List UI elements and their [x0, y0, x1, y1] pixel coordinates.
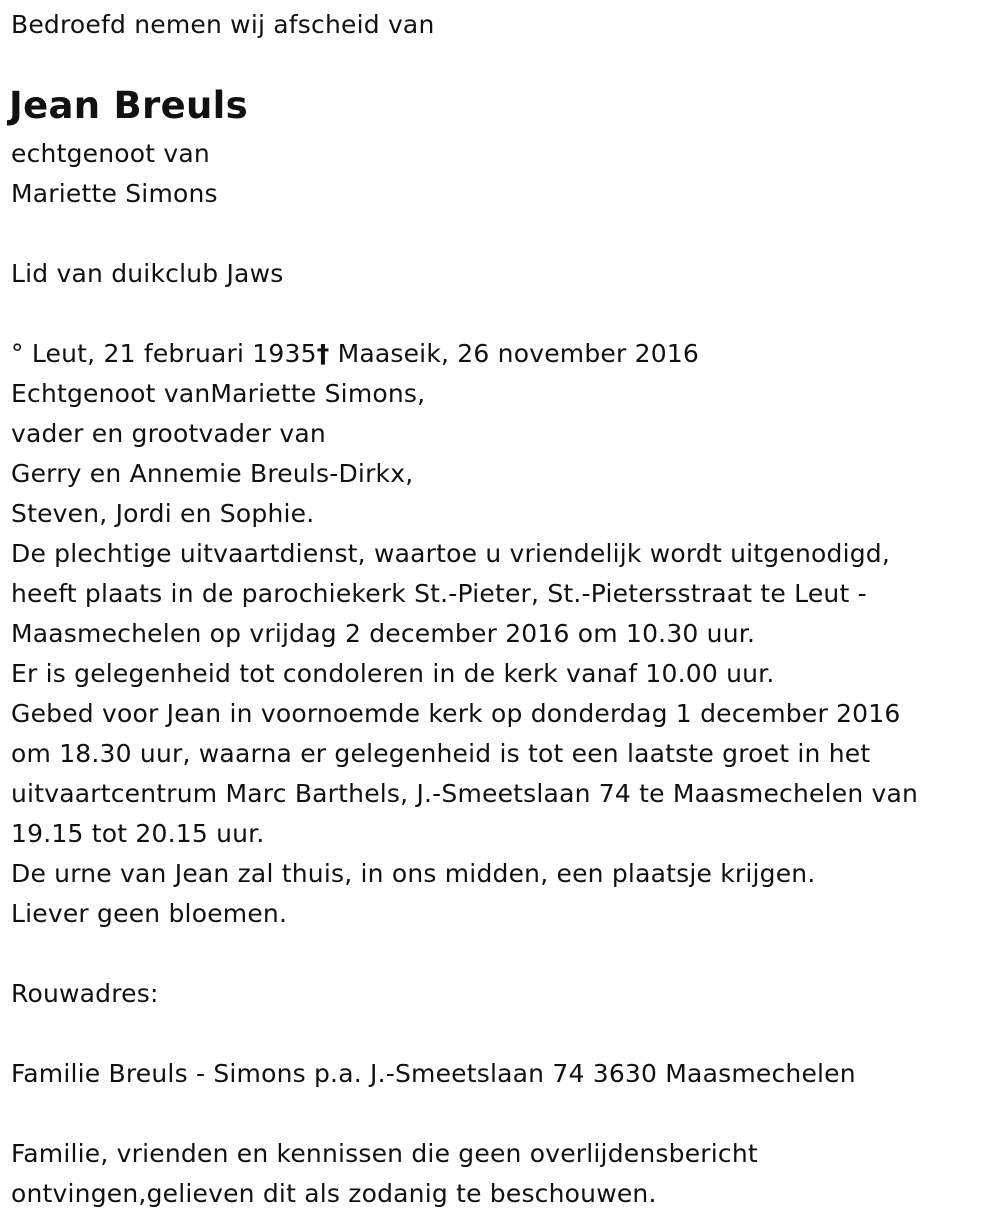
birth-death-line: [11, 334, 699, 374]
deceased-name: Jean Breuls: [9, 84, 248, 127]
body-line: Echtgenoot vanMariette Simons,: [11, 379, 426, 408]
body-line: Steven, Jordi en Sophie.: [11, 499, 315, 528]
spouse-name: Mariette Simons: [11, 179, 218, 208]
cross-icon: †: [316, 339, 330, 368]
body-line: Maasmechelen op vrijdag 2 december 2016 om 10.30 uur.: [11, 619, 756, 648]
body-line: vader en grootvader van: [11, 419, 326, 448]
body-line: uitvaartcentrum Marc Barthels, J.-Smeetslaan 74 te Maasmechelen van: [11, 779, 919, 808]
spouse-label: echtgenoot van: [11, 139, 210, 168]
body-line: Liever geen bloemen.: [11, 899, 288, 928]
birth-info: ° Leut, 21 februari 1935: [11, 339, 317, 368]
body-line: heeft plaats in de parochiekerk St.-Pieter, St.-Pietersstraat te Leut -: [11, 579, 867, 608]
death-info: Maaseik, 26 november 2016: [329, 339, 700, 368]
body-line: om 18.30 uur, waarna er gelegenheid is tot een laatste groet in het: [11, 739, 871, 768]
body-line: Er is gelegenheid tot condoleren in de kerk vanaf 10.00 uur.: [11, 659, 775, 688]
closing-line: ontvingen,gelieven dit als zodanig te beschouwen.: [11, 1179, 657, 1208]
body-line: 19.15 tot 20.15 uur.: [11, 819, 265, 848]
body-line: Gebed voor Jean in voornoemde kerk op donderdag 1 december 2016: [11, 699, 901, 728]
intro-text: Bedroefd nemen wij afscheid van: [11, 10, 435, 39]
body-line: De urne van Jean zal thuis, in ons midden, een plaatsje krijgen.: [11, 859, 816, 888]
membership-text: Lid van duikclub Jaws: [11, 259, 284, 288]
closing-line: Familie, vrienden en kennissen die geen overlijdensbericht: [11, 1139, 758, 1168]
mourning-address: Familie Breuls - Simons p.a. J.-Smeetslaan 74 3630 Maasmechelen: [11, 1059, 856, 1088]
body-line: Gerry en Annemie Breuls-Dirkx,: [11, 459, 414, 488]
address-label: Rouwadres:: [11, 979, 159, 1008]
body-line: De plechtige uitvaartdienst, waartoe u vriendelijk wordt uitgenodigd,: [11, 539, 890, 568]
